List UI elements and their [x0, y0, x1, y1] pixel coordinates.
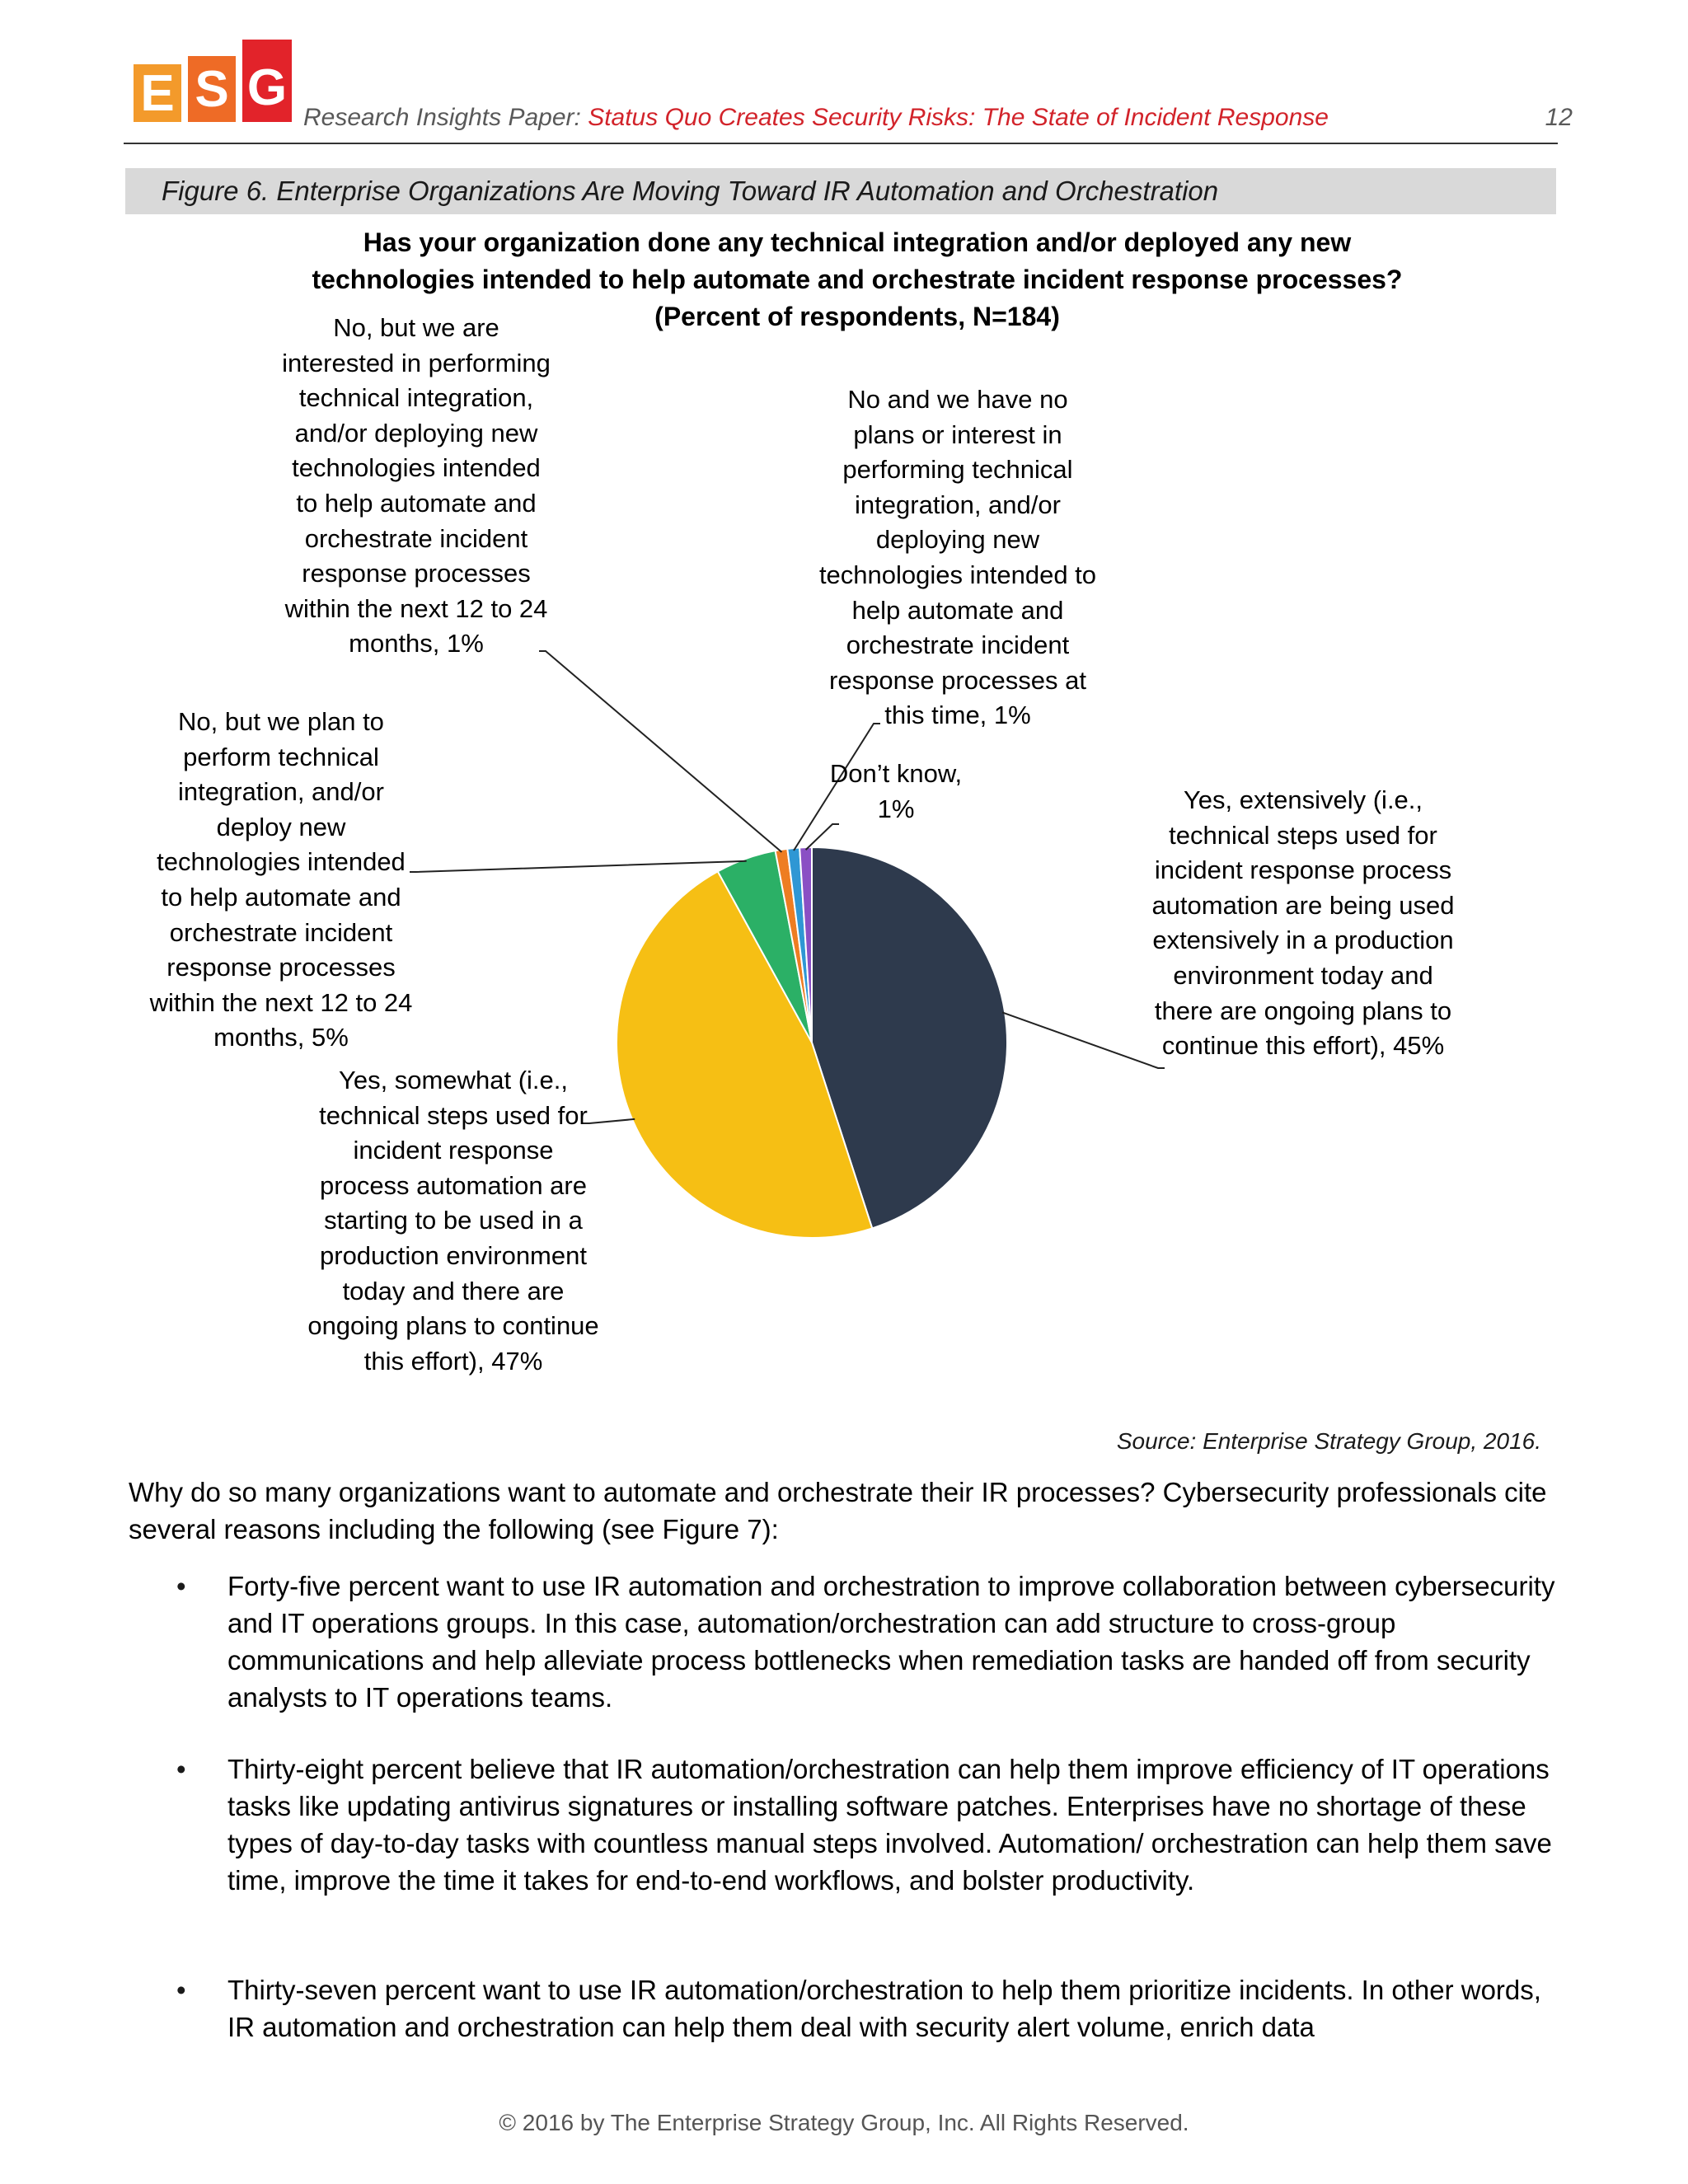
paper-title: Status Quo Creates Security Risks: The State of Incident Response — [588, 104, 1329, 131]
bullet-marker: • — [176, 1571, 186, 1601]
chart-subtitle: (Percent of respondents, N=184) — [654, 302, 1060, 331]
leader-line-interested — [539, 651, 781, 852]
bullet-item: Thirty-eight percent believe that IR automation/orchestration can help them improve efficiency of IT operations tasks like updating antivirus signatures or installing software patches. Enterprises have no shortage of these types of day-to-day tasks with countless manual steps involved. Automation/ orchestration can help them save time, improve the time it takes for end-to-end workflows, and bolster productivity. — [227, 1754, 1552, 1896]
copyright-footer: © 2016 by The Enterprise Strategy Group, Inc. All Rights Reserved. — [499, 2110, 1189, 2135]
leader-line-yes-extensively — [1002, 1012, 1165, 1068]
bullet-item: Thirty-seven percent want to use IR automation/orchestration to help them prioritize incidents. In other words, IR automation and orchestration can help them deal with security alert volume, enrich data — [227, 1975, 1541, 2042]
slice-label-yes-somewhat: Yes, somewhat (i.e., technical steps used for incident response process automation are starting to be used in a production environment today and there are ongoing plans to continue this effort), 47% — [307, 1066, 599, 1376]
logo-letter-s: S — [188, 56, 236, 122]
page-number: 12 — [1545, 104, 1573, 131]
figure-source: Source: Enterprise Strategy Group, 2016. — [1116, 1428, 1541, 1454]
bullet-marker: • — [176, 1975, 186, 2005]
bullet-marker: • — [176, 1754, 186, 1784]
slice-label-yes-extensively: Yes, extensively (i.e., technical steps used for incident response process automation are being used extensively in a production environment today and there are ongoing plans to continue this effort), 45% — [1151, 785, 1455, 1061]
slice-label-dont-know: Don’t know, 1% — [829, 759, 963, 823]
slice-label-interested: No, but we are interested in performing technical integration, and/or deploying new technologies intended to help automate and orchestrate incident response processes within the next 12 to 24 months, 1% — [282, 313, 551, 658]
paper-type: Research Insights Paper: — [303, 104, 588, 131]
bullet-item: Forty-five percent want to use IR automation and orchestration to improve collaboration between cybersecurity and IT operations groups. In this case, automation/orchestration can add structure to cross-group communications and help alleviate process bottlenecks when remediation tasks are handed off from security analysts to IT operations teams. — [227, 1571, 1555, 1713]
logo-letter-g: G — [242, 40, 292, 122]
chart-question: Has your organization done any technical integration and/or deployed any new technologies intended to help automate and orchestrate incident response processes? — [312, 227, 1403, 294]
figure-caption-text: Figure 6. Enterprise Organizations Are Moving Toward IR Automation and Orchestration — [162, 176, 1219, 206]
leader-line-plan-to — [410, 861, 747, 872]
leader-line-dont-know — [806, 824, 839, 850]
logo-letter-e: E — [134, 64, 181, 122]
slice-label-no-plans: No and we have no plans or interest in performing technical integration, and/or deploying new technologies intended to help automate and orchestrate incident response processes at this time, 1% — [818, 385, 1097, 730]
body-intro-paragraph: Why do so many organizations want to automate and orchestrate their IR processes? Cybersecurity professionals cite several reasons including the following (see Figure 7): — [129, 1477, 1547, 1544]
slice-label-plan-to: No, but we plan to perform technical integration, and/or deploy new technologies intended to help automate and orchestrate incident response processes within the next 12 to 24 months, 5% — [149, 707, 413, 1052]
